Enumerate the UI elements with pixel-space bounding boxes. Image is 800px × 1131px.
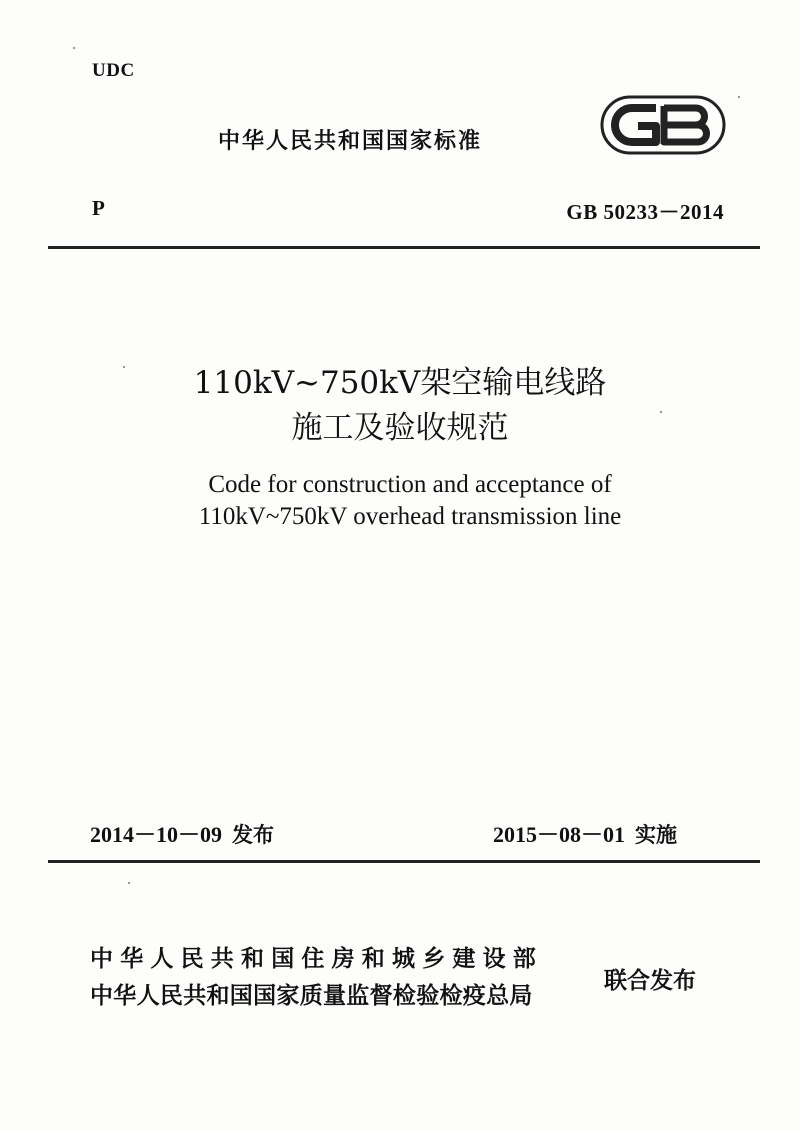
title-en-line1: Code for construction and acceptance of [208,471,612,498]
gb-logo-icon [598,92,728,158]
bottom-divider [48,860,760,863]
issuer-line1: 中华人民共和国住房和城乡建设部 [90,946,543,972]
title-cn-line2: 施工及验收规范 [291,410,509,446]
standard-number: GB 50233－2014 [566,200,724,224]
issue-date: 2014－10－09 [90,822,223,847]
scan-speck [123,366,125,368]
classification-code: P [92,196,105,220]
scan-speck [128,882,130,884]
top-divider [48,246,760,249]
udc-label: UDC [92,60,135,81]
scan-speck [73,47,75,49]
joint-issue-label: 联合发布 [604,968,696,994]
issue-date-block [90,818,274,849]
issuer-line2: 中华人民共和国国家质量监督检验检疫总局 [90,983,533,1009]
issue-label: 发布 [232,823,275,847]
effective-date: 2015－08－01 [493,822,626,847]
title-cn-line1: 110kV~750kV架空输电线路 [193,365,607,401]
national-standard-label: 中华人民共和国国家标准 [218,129,483,154]
scan-speck [738,96,740,98]
effective-label: 实施 [635,823,678,847]
effective-date-block [493,818,677,849]
title-en-line2: 110kV~750kV overhead transmission line [198,503,622,530]
scan-speck [660,411,662,413]
